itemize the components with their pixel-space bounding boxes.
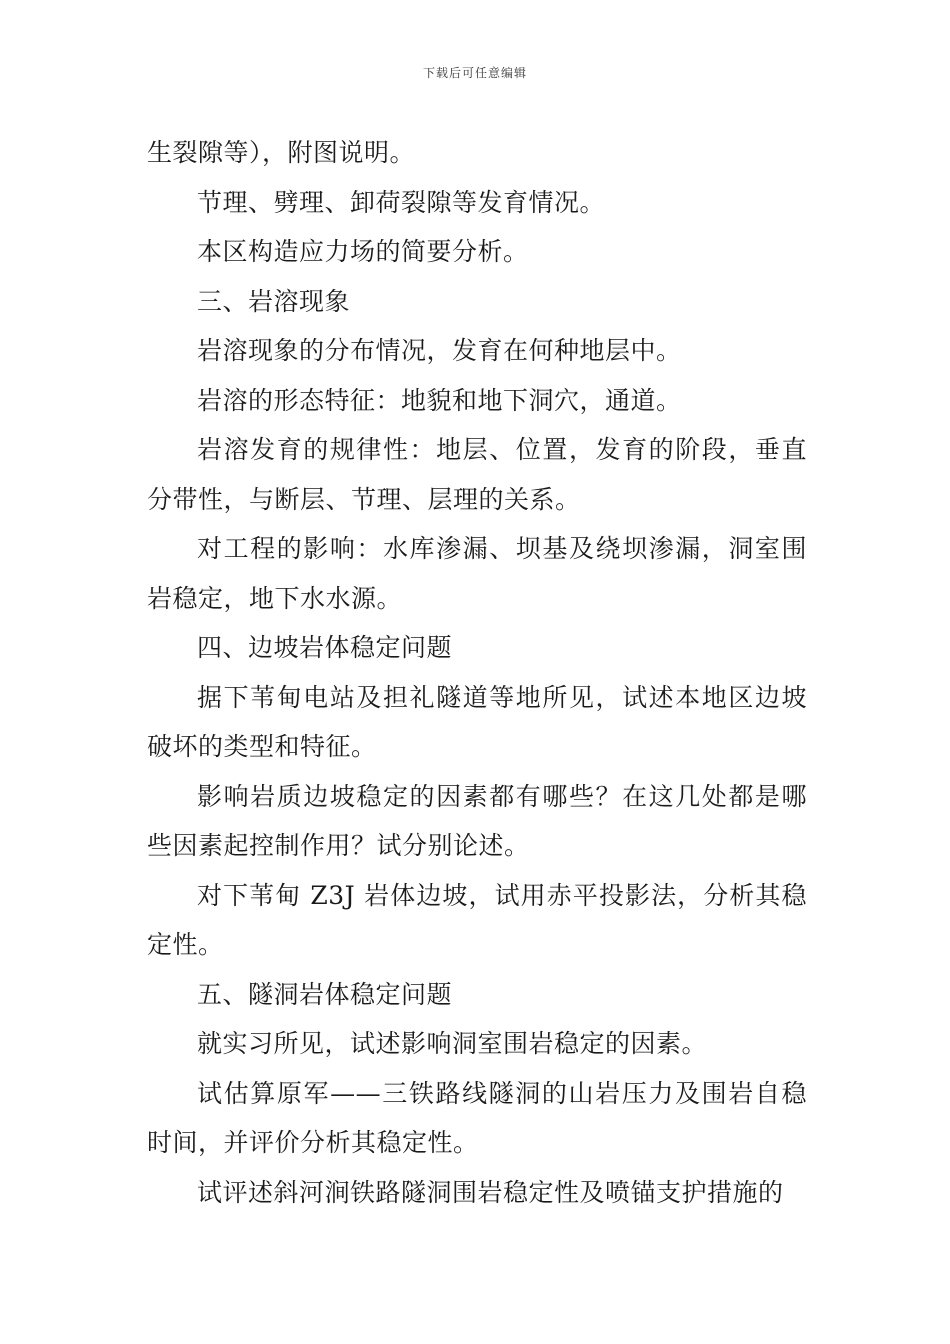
paragraph-continuation: 生裂隙等），附图说明。 <box>147 138 416 167</box>
section-heading-slope: 四、边坡岩体稳定问题 <box>197 633 453 662</box>
paragraph-karst-engineering: 对工程的影响：水库渗漏、坝基及绕坝渗漏，洞室围岩稳定，地下水水源。 <box>147 534 807 613</box>
paragraph-tunnel-factors: 就实习所见，试述影响洞室围岩稳定的因素。 <box>197 1029 708 1058</box>
paragraph-joints: 节理、劈理、卸荷裂隙等发育情况。 <box>197 187 606 217</box>
paragraph-tunnel-pressure: 试估算原军——三铁路线隧洞的山岩压力及围岩自稳时间，并评价分析其稳定性。 <box>147 1078 807 1157</box>
paragraph-slope-stereographic: 对下苇甸 Z3J 岩体边坡，试用赤平投影法，分析其稳定性。 <box>147 880 807 959</box>
page-header: 下载后可任意编辑 <box>422 66 527 80</box>
paragraph-tunnel-support: 试评述斜河涧铁路隧洞围岩稳定性及喷锚支护措施的 <box>197 1177 784 1207</box>
section-heading-tunnel: 五、隧洞岩体稳定问题 <box>197 979 453 1009</box>
paragraph-karst-regularity: 岩溶发育的规律性：地层、位置，发育的阶段，垂直分带性，与断层、节理、层理的关系。 <box>147 435 807 514</box>
paragraph-stress-field: 本区构造应力场的简要分析。 <box>197 237 529 266</box>
paragraph-slope-factors: 影响岩质边坡稳定的因素都有哪些？在这几处都是哪些因素起控制作用？试分别论述。 <box>147 781 807 860</box>
paragraph-karst-morphology: 岩溶的形态特征：地貌和地下洞穴，通道。 <box>197 385 682 415</box>
paragraph-karst-distribution: 岩溶现象的分布情况，发育在何种地层中。 <box>197 336 682 365</box>
paragraph-slope-failure: 据下苇甸电站及担礼隧道等地所见，试述本地区边坡破坏的类型和特征。 <box>147 682 807 761</box>
section-heading-karst: 三、岩溶现象 <box>197 286 351 316</box>
document-body <box>147 128 807 1217</box>
